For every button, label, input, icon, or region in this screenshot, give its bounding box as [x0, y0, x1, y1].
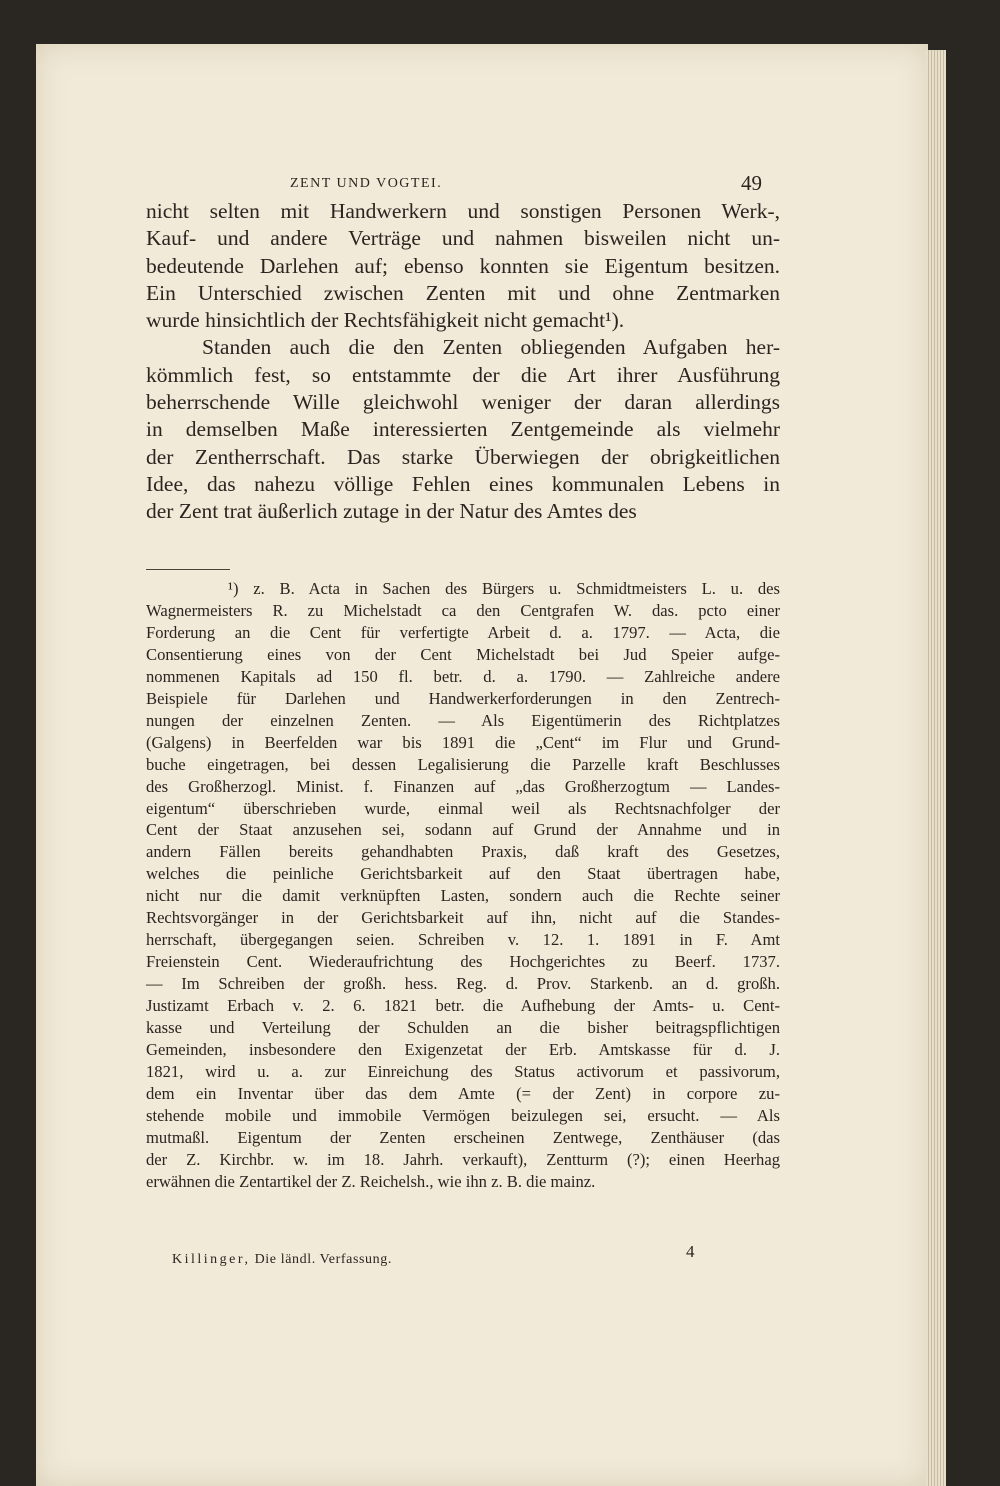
body-line: der Zentherrschaft. Das starke Überwiegen der obrigkeitlichen: [146, 444, 780, 469]
footnote-line: andern Fällen bereits gehandhabten Praxis, daß kraft des Gesetzes,: [146, 842, 780, 862]
footnote-line: welches die peinliche Gerichtsbarkeit auf den Staat übertragen habe,: [146, 864, 780, 884]
footnote-line: Justizamt Erbach v. 2. 6. 1821 betr. die Aufhebung der Amts- u. Cent-: [146, 996, 780, 1016]
footnote-line: herrschaft, übergegangen seien. Schreiben v. 12. 1. 1891 in F. Amt: [146, 930, 780, 950]
body-line: bedeutende Darlehen auf; ebenso konnten sie Eigentum besitzen.: [146, 253, 780, 278]
footnote-line: 1821, wird u. a. zur Einreichung des Status activorum et passivorum,: [146, 1061, 780, 1081]
footnote-line: buche eingetragen, bei dessen Legalisierung die Parzelle kraft Beschlusses: [146, 754, 780, 774]
body-text: [146, 198, 780, 526]
body-line: nicht selten mit Handwerkern und sonstigen Personen Werk-,: [146, 199, 780, 223]
footnote-line: nicht nur die damit verknüpften Lasten, sondern auch die Rechte seiner: [146, 886, 780, 906]
footnote-line: kasse und Verteilung der Schulden an die bisher beitragspflichtigen: [146, 1018, 780, 1038]
footnote-line: ¹) z. B. Acta in Sachen des Bürgers u. Schmidtmeisters L. u. des: [228, 579, 780, 598]
body-line: Standen auch die den Zenten obliegenden Aufgaben her-: [202, 335, 780, 360]
body-line: wurde hinsichtlich der Rechtsfähigkeit nicht gemacht¹).: [146, 308, 625, 333]
page-number: 49: [741, 171, 762, 195]
footnote-line: Forderung an die Cent für verfertigte Arbeit d. a. 1797. — Acta, die: [146, 622, 780, 642]
footnote-line: stehende mobile und immobile Vermögen beizulegen sei, ersucht. — Als: [146, 1105, 780, 1125]
body-line: in demselben Maße interessierten Zentgemeinde als vielmehr: [146, 417, 780, 442]
body-line: der Zent trat äußerlich zutage in der Natur des Amtes des: [146, 499, 637, 524]
footnote-rule: [146, 569, 230, 570]
body-line: Ein Unterschied zwischen Zenten mit und ohne Zentmarken: [146, 280, 780, 305]
body-line: kömmlich fest, so entstammte der die Art ihrer Ausführung: [146, 362, 780, 387]
footer-title: Die ländl. Verfassung.: [254, 1252, 392, 1267]
footnote-line: Beispiele für Darlehen und Handwerkerforderungen in den Zentrech-: [146, 688, 780, 708]
signature-mark: 4: [686, 1242, 695, 1261]
page-edge-stack: [926, 50, 946, 1486]
footnote-line: Consentierung eines von der Cent Michelstadt bei Jud Speier aufge-: [146, 644, 780, 664]
footnote-line: erwähnen die Zentartikel der Z. Reichelsh., wie ihn z. B. die mainz.: [146, 1171, 596, 1191]
footnote-line: dem ein Inventar über das dem Amte (= der Zent) in corpore zu-: [146, 1083, 780, 1103]
footnote-line: des Großherzogl. Minist. f. Finanzen auf „das Großherzogtum — Landes-: [146, 776, 780, 796]
running-title: ZENT UND VOGTEI.: [290, 176, 443, 191]
footnote-line: Wagnermeisters R. zu Michelstadt ca den Centgrafen W. das. pcto einer: [146, 600, 780, 620]
footnote-line: der Z. Kirchbr. w. im 18. Jahrh. verkauft), Zentturm (?); einen Heerhag: [146, 1149, 780, 1169]
footnote-line: Freienstein Cent. Wiederaufrichtung des Hochgerichtes zu Beerf. 1737.: [146, 952, 780, 972]
footnote-line: mutmaßl. Eigentum der Zenten erscheinen Zentwege, Zenthäuser (das: [146, 1127, 780, 1147]
footnote: [146, 578, 780, 1193]
footnote-line: nommenen Kapitals ad 150 fl. betr. d. a. 1790. — Zahlreiche andere: [146, 666, 780, 686]
footer-author: Killinger,: [172, 1252, 251, 1267]
footer-line: [172, 1252, 392, 1268]
footnote-line: (Galgens) in Beerfelden war bis 1891 die „Cent“ im Flur und Grund-: [146, 732, 780, 752]
footnote-line: eigentum“ überschrieben wurde, einmal weil als Rechtsnachfolger der: [146, 798, 780, 818]
body-line: beherrschende Wille gleichwohl weniger der daran allerdings: [146, 390, 780, 415]
body-line: Kauf- und andere Verträge und nahmen bisweilen nicht un-: [146, 226, 780, 251]
body-line: Idee, das nahezu völlige Fehlen eines kommunalen Lebens in: [146, 471, 780, 496]
footnote-line: Gemeinden, insbesondere den Exigenzetat der Erb. Amtskasse für d. J.: [146, 1040, 780, 1060]
footnote-line: — Im Schreiben der großh. hess. Reg. d. Prov. Starkenb. an d. großh.: [146, 974, 780, 994]
footnote-line: Cent der Staat anzusehen sei, sodann auf Grund der Annahme und in: [146, 820, 780, 840]
footnote-line: nungen der einzelnen Zenten. — Als Eigentümerin des Richtplatzes: [146, 710, 780, 730]
footnote-line: Rechtsvorgänger in der Gerichtsbarkeit auf ihn, nicht auf die Standes-: [146, 908, 780, 928]
